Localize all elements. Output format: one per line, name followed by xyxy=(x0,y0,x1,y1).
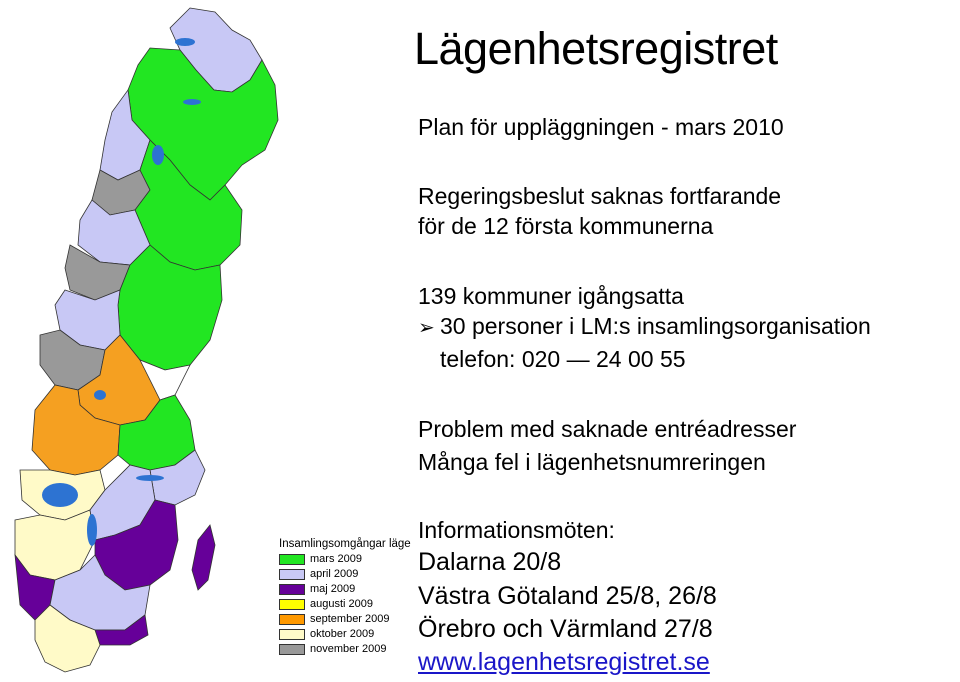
legend-swatch xyxy=(279,584,305,595)
organisation-bullet xyxy=(418,312,871,342)
decision-line-2: för de 12 första kommunerna xyxy=(418,213,714,239)
legend-swatch xyxy=(279,644,305,655)
legend-item xyxy=(279,552,419,567)
legend-swatch xyxy=(279,554,305,565)
lake-vattern xyxy=(87,514,97,546)
legend-item xyxy=(279,597,419,612)
map-region-gotland-purple xyxy=(192,525,215,590)
legend-item xyxy=(279,612,419,627)
legend-item xyxy=(279,627,419,642)
legend-label: april 2009 xyxy=(310,568,359,580)
decision-line-1: Regeringsbeslut saknas fortfarande xyxy=(418,183,782,209)
legend-swatch xyxy=(279,599,305,610)
legend-swatch xyxy=(279,569,305,580)
arrow-bullet-icon: ➢ xyxy=(418,317,435,339)
map-legend xyxy=(279,537,419,659)
legend-label: maj 2009 xyxy=(310,583,356,595)
website-link[interactable]: www.lagenhetsregistret.se xyxy=(418,648,710,676)
legend-item xyxy=(279,582,419,597)
organisation-text: 30 personer i LM:s insamlingsorganisation xyxy=(440,313,871,339)
lake-siljan xyxy=(94,390,106,400)
meeting-item: Västra Götaland 25/8, 26/8 xyxy=(418,582,717,610)
legend-label: augusti 2009 xyxy=(310,598,373,610)
phone-text: telefon: 020 — 24 00 55 xyxy=(440,346,686,372)
meeting-item: Örebro och Värmland 27/8 xyxy=(418,615,713,643)
legend-label: november 2009 xyxy=(310,643,387,655)
legend-item xyxy=(279,642,419,657)
lake-malaren xyxy=(136,475,164,481)
legend-item xyxy=(279,567,419,582)
legend-title: Insamlingsomgångar läge xyxy=(279,538,411,550)
problem-line-2: Många fel i lägenhetsnumreringen xyxy=(418,449,766,475)
lake-vanern xyxy=(42,483,78,507)
legend-label: september 2009 xyxy=(310,613,390,625)
legend-label: mars 2009 xyxy=(310,553,362,565)
legend-label: oktober 2009 xyxy=(310,628,375,640)
meetings-heading: Informationsmöten: xyxy=(418,517,615,543)
page-title: Lägenhetsregistret xyxy=(414,23,778,74)
plan-text: Plan för uppläggningen - mars 2010 xyxy=(418,114,784,140)
meeting-item: Dalarna 20/8 xyxy=(418,548,562,576)
problem-line-1: Problem med saknade entréadresser xyxy=(418,416,797,442)
lake-torneträsk xyxy=(175,38,195,46)
legend-swatch xyxy=(279,614,305,625)
lake-north-2 xyxy=(183,99,201,105)
started-line: 139 kommuner igångsatta xyxy=(418,283,684,309)
lake-north-1 xyxy=(152,145,164,165)
legend-swatch xyxy=(279,629,305,640)
